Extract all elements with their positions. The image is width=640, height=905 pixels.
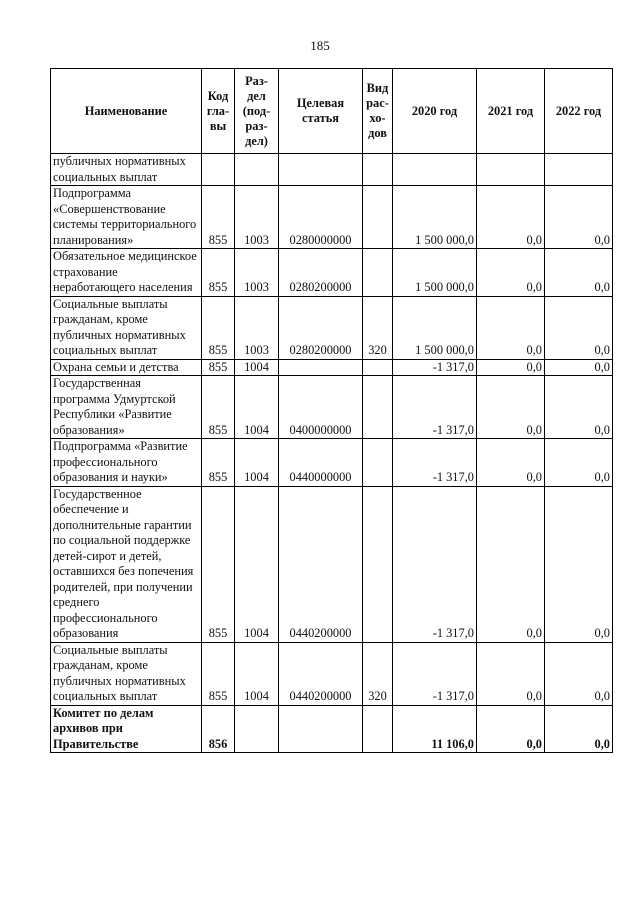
row-glava: 855 xyxy=(202,439,235,487)
row-vid xyxy=(363,154,393,186)
row-2022: 0,0 xyxy=(545,296,613,359)
row-2020: -1 317,0 xyxy=(393,642,477,705)
row-2020: -1 317,0 xyxy=(393,486,477,642)
row-name: Подпрограмма «Совершенствование системы территориального планирования» xyxy=(51,186,202,249)
row-glava: 855 xyxy=(202,186,235,249)
row-name: Комитет по делам архивов при Правительстве xyxy=(51,705,202,753)
row-razdel: 1004 xyxy=(235,376,279,439)
row-glava: 855 xyxy=(202,296,235,359)
row-name: Обязательное медицинское страхование неработающего населения xyxy=(51,249,202,297)
row-2022 xyxy=(545,154,613,186)
row-statya: 0440200000 xyxy=(279,486,363,642)
row-2022: 0,0 xyxy=(545,642,613,705)
row-glava: 855 xyxy=(202,359,235,376)
header-2020: 2020 год xyxy=(393,69,477,154)
row-statya: 0280000000 xyxy=(279,186,363,249)
row-2022: 0,0 xyxy=(545,439,613,487)
row-2021: 0,0 xyxy=(477,642,545,705)
row-razdel: 1004 xyxy=(235,359,279,376)
row-glava xyxy=(202,154,235,186)
row-vid xyxy=(363,439,393,487)
header-2022: 2022 год xyxy=(545,69,613,154)
table-row-total xyxy=(51,705,613,753)
header-vid: Вид рас- хо- дов xyxy=(363,69,393,154)
row-2021: 0,0 xyxy=(477,296,545,359)
row-statya: 0440200000 xyxy=(279,642,363,705)
row-vid xyxy=(363,705,393,753)
row-vid xyxy=(363,376,393,439)
row-2021: 0,0 xyxy=(477,249,545,297)
table-row xyxy=(51,376,613,439)
row-vid xyxy=(363,186,393,249)
row-name: Подпрограмма «Развитие профессионального образования и науки» xyxy=(51,439,202,487)
row-razdel: 1004 xyxy=(235,439,279,487)
budget-table xyxy=(50,68,613,753)
row-razdel: 1004 xyxy=(235,642,279,705)
row-2021: 0,0 xyxy=(477,705,545,753)
page-number: 185 xyxy=(310,38,330,53)
row-2022: 0,0 xyxy=(545,249,613,297)
row-razdel: 1003 xyxy=(235,249,279,297)
header-glava: Код гла- вы xyxy=(202,69,235,154)
table-row xyxy=(51,359,613,376)
row-razdel: 1003 xyxy=(235,296,279,359)
row-2021: 0,0 xyxy=(477,359,545,376)
row-2022: 0,0 xyxy=(545,486,613,642)
row-glava: 855 xyxy=(202,486,235,642)
row-2020: -1 317,0 xyxy=(393,359,477,376)
row-statya: 0440000000 xyxy=(279,439,363,487)
row-statya xyxy=(279,705,363,753)
row-name: публичных нормативных социальных выплат xyxy=(51,154,202,186)
row-2020: 1 500 000,0 xyxy=(393,249,477,297)
row-statya: 0400000000 xyxy=(279,376,363,439)
row-2022: 0,0 xyxy=(545,376,613,439)
row-2020: -1 317,0 xyxy=(393,439,477,487)
row-name: Охрана семьи и детства xyxy=(51,359,202,376)
row-vid xyxy=(363,486,393,642)
row-2020 xyxy=(393,154,477,186)
table-header-row xyxy=(51,69,613,154)
row-statya xyxy=(279,359,363,376)
row-2021: 0,0 xyxy=(477,186,545,249)
table-row xyxy=(51,296,613,359)
row-vid: 320 xyxy=(363,642,393,705)
row-vid: 320 xyxy=(363,296,393,359)
table-row xyxy=(51,439,613,487)
table-row xyxy=(51,154,613,186)
row-glava: 855 xyxy=(202,249,235,297)
row-2020: 11 106,0 xyxy=(393,705,477,753)
row-name: Социальные выплаты гражданам, кроме публичных нормативных социальных выплат xyxy=(51,642,202,705)
row-2021: 0,0 xyxy=(477,376,545,439)
header-statya: Целевая статья xyxy=(279,69,363,154)
row-2022: 0,0 xyxy=(545,705,613,753)
row-2020: -1 317,0 xyxy=(393,376,477,439)
row-2021: 0,0 xyxy=(477,439,545,487)
row-2021 xyxy=(477,154,545,186)
row-name: Государственная программа Удмуртской Республики «Развитие образования» xyxy=(51,376,202,439)
row-glava: 855 xyxy=(202,376,235,439)
row-vid xyxy=(363,249,393,297)
row-name: Государственное обеспечение и дополнительные гарантии по социальной поддержке детей-сирот и детей, оставшихся без попечения родителей, при получении среднего профессионального образования xyxy=(51,486,202,642)
row-statya: 0280200000 xyxy=(279,296,363,359)
row-razdel xyxy=(235,705,279,753)
row-vid xyxy=(363,359,393,376)
row-2020: 1 500 000,0 xyxy=(393,186,477,249)
row-statya: 0280200000 xyxy=(279,249,363,297)
header-name: Наименование xyxy=(51,69,202,154)
header-razdel: Раз- дел (под- раз- дел) xyxy=(235,69,279,154)
row-2020: 1 500 000,0 xyxy=(393,296,477,359)
table-row xyxy=(51,186,613,249)
table-row xyxy=(51,642,613,705)
row-2022: 0,0 xyxy=(545,359,613,376)
row-razdel: 1004 xyxy=(235,486,279,642)
row-2022: 0,0 xyxy=(545,186,613,249)
header-2021: 2021 год xyxy=(477,69,545,154)
row-name: Социальные выплаты гражданам, кроме публичных нормативных социальных выплат xyxy=(51,296,202,359)
row-statya xyxy=(279,154,363,186)
table-row xyxy=(51,486,613,642)
row-glava: 855 xyxy=(202,642,235,705)
row-razdel: 1003 xyxy=(235,186,279,249)
row-2021: 0,0 xyxy=(477,486,545,642)
row-razdel xyxy=(235,154,279,186)
table-row xyxy=(51,249,613,297)
row-glava: 856 xyxy=(202,705,235,753)
